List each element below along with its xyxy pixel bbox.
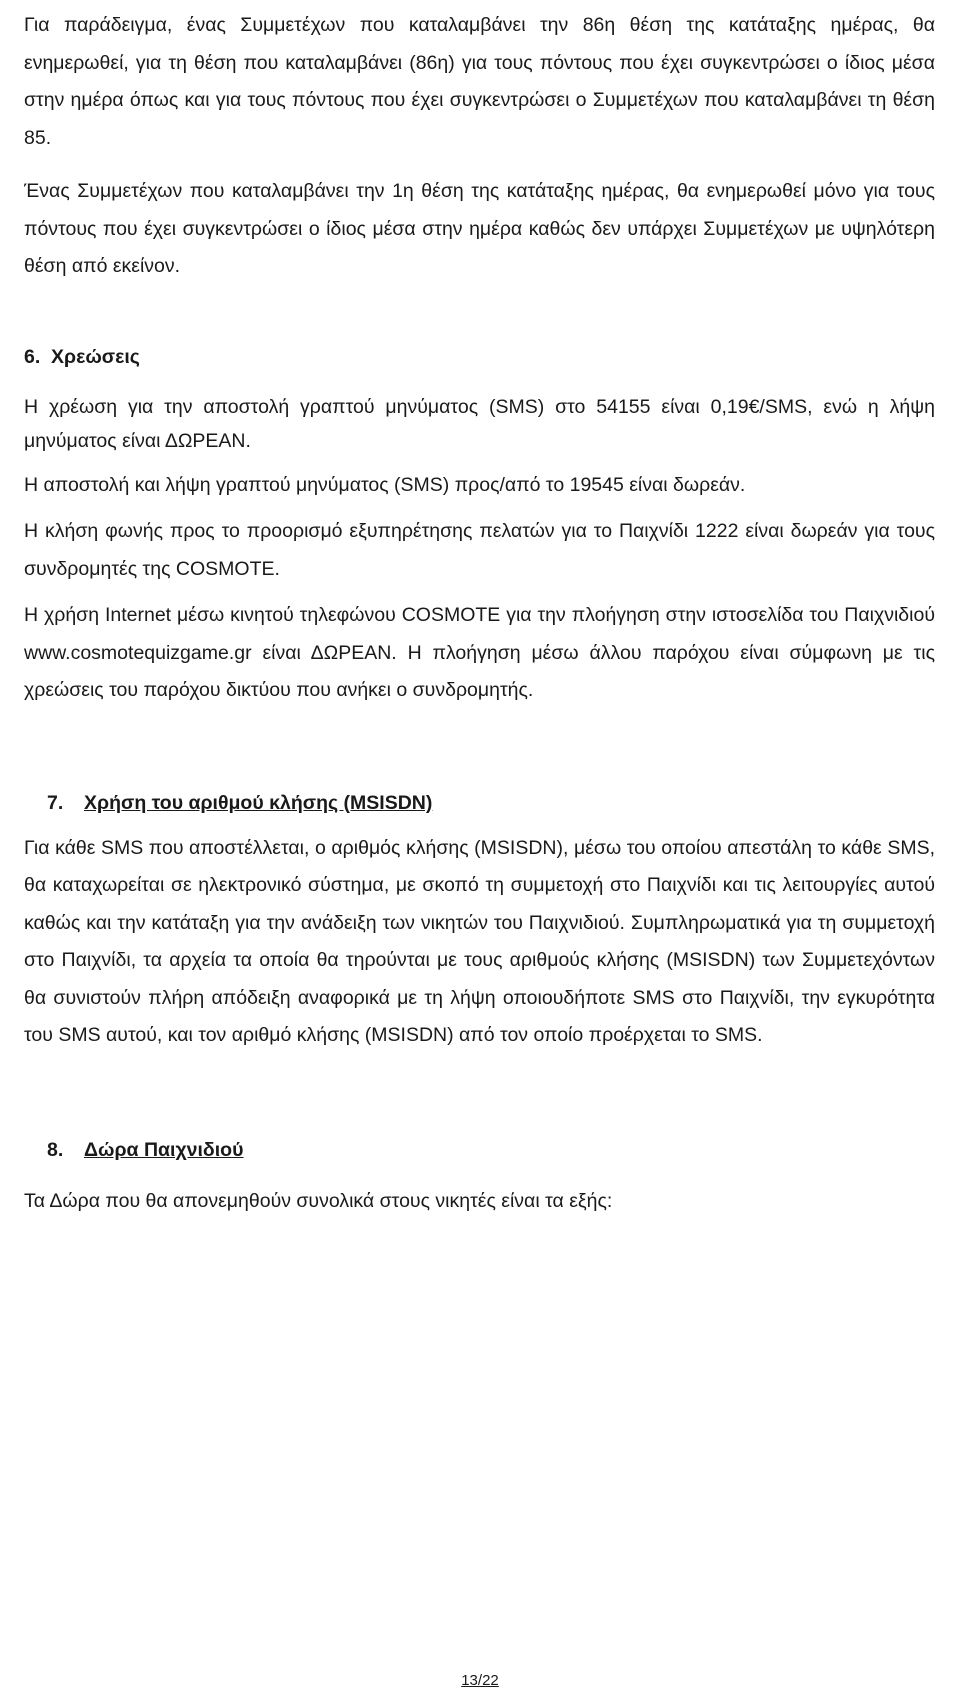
- intro-paragraph-1: Για παράδειγμα, ένας Συμμετέχων που καταλαμβάνει την 86η θέση της κατάταξης ημέρας, θα ενημερωθεί, για τη θέση που καταλαμβάνει (86η) για τους πόντους που έχει συγκεντρώσει ο ίδιος μέσα στην ημέρα όπως και για τους πόντους που έχει συγκεντρώσει ο Συμμετέχων που καταλαμβάνει τη θέση 85.: [24, 14, 935, 149]
- section-8-paragraph: Τα Δώρα που θα απονεμηθούν συνολικά στους νικητές είναι τα εξής:: [24, 1189, 613, 1212]
- section-8-heading: [24, 1135, 935, 1165]
- section-6-heading: [24, 342, 935, 372]
- section-6-number: 6.: [24, 345, 41, 368]
- page-number: 13/22: [461, 1672, 499, 1689]
- section-7-title: Χρήση του αριθμού κλήσης (MSISDN): [84, 791, 433, 814]
- intro-paragraph-2: Ένας Συμμετέχων που καταλαμβάνει την 1η θέση της κατάταξης ημέρας, θα ενημερωθεί μόνο για τους πόντους που έχει συγκεντρώσει ο ίδιος μέσα στην ημέρα καθώς δεν υπάρχει Συμμετέχων με υψηλότερη θέση από εκείνον.: [24, 180, 935, 277]
- section-8-title: Δώρα Παιχνιδιού: [84, 1138, 244, 1161]
- section-6-paragraph-2: Η αποστολή και λήψη γραπτού μηνύματος (SMS) προς/από το 19545 είναι δωρεάν.: [24, 473, 746, 496]
- section-6-paragraph-4: Η χρήση Internet μέσω κινητού τηλεφώνου COSMOTE για την πλοήγηση στην ιστοσελίδα του Παιχνιδιού www.cosmotequizgame.gr είναι ΔΩΡΕΑΝ. Η πλοήγηση μέσω άλλου παρόχου είναι σύμφωνη με τις χρεώσεις του παρόχου δικτύου που ανήκει ο συνδρομητής.: [24, 604, 935, 701]
- section-7-number: 7.: [47, 791, 64, 814]
- section-7-heading: [24, 788, 935, 818]
- section-6-paragraph-1: Η χρέωση για την αποστολή γραπτού μηνύματος (SMS) στο 54155 είναι 0,19€/SMS, ενώ η λήψη μηνύματος είναι ΔΩΡΕΑΝ.: [24, 395, 935, 452]
- section-7-paragraph: Για κάθε SMS που αποστέλλεται, ο αριθμός κλήσης (MSISDN), μέσω του οποίου απεστάλη το κάθε SMS, θα καταχωρείται σε ηλεκτρονικό σύστημα, με σκοπό τη συμμετοχή στο Παιχνίδι και τις λειτουργίες αυτού καθώς και την κατάταξη για την ανάδειξη των νικητών του Παιχνιδιού. Συμπληρωματικά για τη συμμετοχή στο Παιχνίδι, τα αρχεία τα οποία θα τηρούνται με τους αριθμούς κλήσης (MSISDN) των Συμμετεχόντων θα συνιστούν πλήρη απόδειξη αναφορικά με τη λήψη οποιουδήποτε SMS στο Παιχνίδι, την εγκυρότητα του SMS αυτού, και τον αριθμό κλήσης (MSISDN) από τον οποίο προέρχεται το SMS.: [24, 836, 935, 1046]
- section-8-number: 8.: [47, 1138, 64, 1161]
- section-6-paragraph-3: Η κλήση φωνής προς το προορισμό εξυπηρέτησης πελατών για το Παιχνίδι 1222 είναι δωρεάν για τους συνδρομητές της COSMOTE.: [24, 520, 935, 580]
- section-6-title: Χρεώσεις: [51, 345, 140, 368]
